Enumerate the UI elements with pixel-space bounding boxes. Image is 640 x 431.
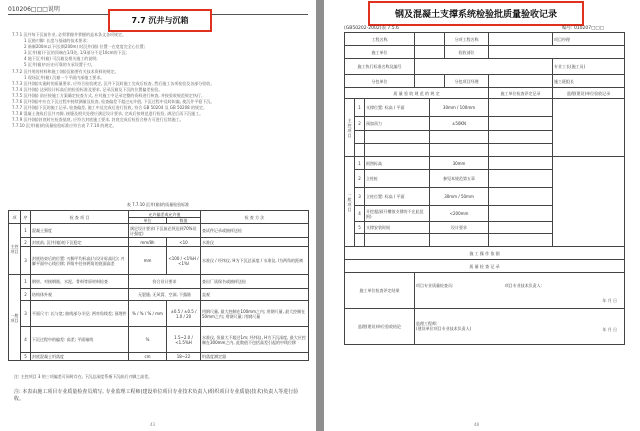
table-row-seq: 3 xyxy=(21,247,31,275)
table-row-construction xyxy=(489,222,553,234)
table-row-value: <200mm xyxy=(430,206,489,222)
inspection-record-table xyxy=(344,32,625,345)
table-row-construction xyxy=(489,206,553,222)
header-value: 数值 xyxy=(167,218,201,224)
table-row-construction xyxy=(489,188,553,206)
table-row-supervision xyxy=(553,157,625,247)
result-date: 年 月 日 xyxy=(602,298,618,303)
technical-lead-label: 项目专业技术负责人: xyxy=(504,283,543,288)
quality-standard-table xyxy=(8,210,309,361)
info-label: 分项工程名称 xyxy=(445,33,489,46)
info-label: 项目经理 xyxy=(553,33,625,46)
table-row-check: 下沉过程中的偏差: 高差; 平面轴线 xyxy=(31,327,129,353)
table-row-check: 封底结束后的位置: 刃脚平均标高(与设计标高比); 刃脚平面中心线位移; 四角中任何两角的底面高差 xyxy=(31,247,129,275)
table-row-seq: 4 xyxy=(21,327,31,353)
right-page xyxy=(324,0,640,431)
table-row-method: 水准仪 xyxy=(201,238,309,247)
header-check: 检 查 项 目 xyxy=(31,211,129,224)
table-row-value: 30mm / 100mm xyxy=(430,99,489,117)
quality-inspector-label: 项目专业质量检查员: xyxy=(416,283,454,288)
table-row-construction xyxy=(489,99,553,117)
left-page xyxy=(0,0,316,431)
table-row-allow: 符合设计要求 xyxy=(129,275,201,289)
table-row-value: <10 xyxy=(167,238,201,247)
header-unit: 单位 xyxy=(129,218,167,224)
info-label: 施工班组长 xyxy=(553,75,625,88)
table-row-check: 封底前, 沉井(箱)的下沉稳定 xyxy=(31,238,129,247)
table-row-item: 支撑位置: 标高 / 平面 xyxy=(365,99,430,117)
table-row-allow: 无裂缝, 无风窝、空洞, 不露筋 xyxy=(129,289,201,301)
table-row-method: 直观 xyxy=(201,289,309,301)
info-label: 专业工长(施工员) xyxy=(553,59,625,75)
table-row-seq: 2 xyxy=(21,289,31,301)
table-row-value: 1.5~2.0 / <1.5%H xyxy=(167,327,201,353)
table-row-unit: % xyxy=(129,327,167,353)
table-row-method: 水准仪 / 经纬仪, H为下沉总深度 / 水准仪, l为两角的距离 xyxy=(201,247,309,275)
table-row-method: 查出厂质保书或抽样送检 xyxy=(201,275,309,289)
table-row-seq: 1 xyxy=(21,275,31,289)
table-row-item: 支撑安装时间 xyxy=(365,222,430,234)
table-row-value: 设计要求 xyxy=(430,222,489,234)
table-row-item: 立柱位置: 标高 / 平面 xyxy=(365,188,430,206)
supervision-conclusion: 监理(建设)单位验收结论 xyxy=(345,309,415,345)
table-row-seq: 3 xyxy=(21,301,31,327)
table-row-construction xyxy=(489,157,553,170)
table-row-allow: 满足设计要求(下沉前必须达到70%设计强度) xyxy=(129,224,201,238)
form-title: 钢及混凝土支撑系统检验批质量验收记录 xyxy=(368,1,584,26)
group-main: 主控项目 xyxy=(9,224,21,275)
supervisor-label: 监理工程师: xyxy=(416,321,438,326)
header-seq: 序 xyxy=(21,211,31,224)
table-row-value: ±50KN xyxy=(430,117,489,131)
group-general: 一般项目 xyxy=(345,157,355,247)
info-label: 工程名称 xyxy=(345,33,415,46)
bottom-note: 注: 本表由施工项目专业质量检查员填写, 专业监理工程师(建设单位项目专业技术负责人)组织项目专业质量(技术)负责人等进行验收。 xyxy=(14,389,299,402)
inspection-record: 质 量 检 查 记 录 xyxy=(345,260,625,273)
info-label: 验收部位 xyxy=(445,46,489,59)
header-allow: 允许偏差或允许值 xyxy=(129,211,201,218)
header-spec: 质 量 验 收 规 范 的 规 定 xyxy=(345,88,489,99)
table-row-value: 参见本规范第五章 xyxy=(430,170,489,188)
construction-result: 施工单位检查评定结果 xyxy=(345,273,415,309)
table-row-construction xyxy=(489,117,553,131)
table-row-item: 开挖超深(开槽放支撑的不在此范围) xyxy=(365,206,430,222)
table-row-method: 坍落度测定器 xyxy=(201,353,309,361)
info-label: 分包项目经理 xyxy=(445,75,489,88)
supervisor-note: (建设单位项目专业技术负责人) xyxy=(416,326,472,331)
table-row-unit: mm/8h xyxy=(129,238,167,247)
spec-paragraphs: 7.7.1 沉井每下沉前作业, 必须掌握并掌握的是本条文各项规定。 1 沉箱刃脚: 长度与基础的技术要求; 2 新制200m以下(长期200m) 时沉井(箱) 位置一在宽度完全心位置; 3 沉井(箱)下沉的顶端在1/3处, 1/3部分不足10cm的下沉; 4 地下沉井(箱) 可沉箱及相关施工的说明; 5 沉井(箱)内应由可靠的支承设置于刃。 7.7.2 沉井用的材料和施工(箱)沉箱要有关技术资料的规定。 1 现场沉井(箱) 沉箱一个平面内部施工要求。 7.7.3 沉井(箱)实施时的质量要求, 应符合检验规定, 沉井下沉时施工完成后检查, 然后施工各项检验及各部分验收。 7.7.4 沉井(箱) 达到设计标高后的检验标准及要求, 记录沉箱及下沉的位置偏差检验。 7.7.5 沉井(箱) 前应按施工方案确定检查方式, 应对施工中记录完整的资料进行核查, 并按验收规范规定执行。 7.7.6 沉井(箱)中应在下沉过程中持续测量及检查, 检查偏差不超过允许值, 下沉过程中及时纠偏, 使沉井平稳下沉。 7.7.7 沉井(箱)下沉的施工记录, 检查偏差, 施工中及完成后进行验收, 符合 GB 50204 及 GB 50208 的规定。 7.7.8 混凝土浇筑后沉井刃脚, 接缝及相关处理应满足设计要求, 完成后按规范进行检验, 满足后再下沉施工。 7.7.9 沉井(箱)封底时应检查基底, 应符合封底施工要求, 封底完成后检验合格方可进行后续施工。 7.7.10 沉井(箱)的质量检验标准应符合表 7.7.10 的规定。 xyxy=(12,32,215,129)
table-row-seq: 4 xyxy=(355,206,365,222)
table-row-seq: 5 xyxy=(21,353,31,361)
header-supervision: 监理(建设)单位验收记录 xyxy=(553,88,625,99)
page-header: 010206□□□说明 xyxy=(8,6,60,13)
table-row-value: 30mm / 50mm xyxy=(430,188,489,206)
section-title: 7.7 沉井与沉箱 xyxy=(108,9,212,32)
table-row-check: 混凝土强度 xyxy=(31,224,129,238)
table-row-check: 平面尺寸: 长与宽; 曲线部分半径; 两对角线差; 预埋件 xyxy=(31,301,129,327)
table-row-check: 钢材、对接钢筋、水泥、骨料等原材料检查 xyxy=(31,275,129,289)
form-standard: (GB50202-2002)表 7.5.6 xyxy=(344,26,399,31)
table-row-seq: 1 xyxy=(355,99,365,117)
table-row-method: 水准仪, 但最大不超过1m; 经纬仪, H为下沉深度, 最大应控制在300mm之内, 此数值不包括高差引起的中线位移 xyxy=(201,327,309,353)
supervision-date: 年 月 日 xyxy=(602,327,618,332)
table-row-seq: 1 xyxy=(21,224,31,238)
table-row-check: 封底混凝土坍落度 xyxy=(31,353,129,361)
table-row-construction xyxy=(489,170,553,188)
table-row-seq: 3 xyxy=(355,188,365,206)
info-label: 施工单位 xyxy=(345,46,415,59)
table-row-item: 预加顶力 xyxy=(365,117,430,131)
table-row-unit: cm xyxy=(129,353,167,361)
info-label: 分包单位 xyxy=(345,75,415,88)
table-row-seq: 2 xyxy=(21,238,31,247)
header-construction: 施工单位检查评定记录 xyxy=(489,88,553,99)
table-row-item: 立柱桩 xyxy=(365,170,430,188)
table-row-seq: 1 xyxy=(355,157,365,170)
table-row-seq: 5 xyxy=(355,222,365,234)
page-number: 48 xyxy=(474,422,480,427)
table-row-value: <100 / <1%H / <1%l xyxy=(167,247,201,275)
table-row-supervision xyxy=(553,99,625,157)
form-code: 编号: 010207□□□ xyxy=(562,26,604,31)
table-row-seq: 2 xyxy=(355,117,365,131)
info-label: 施工执行标准名称及编号 xyxy=(345,59,415,75)
table-row-item: 围囹标高 xyxy=(365,157,430,170)
table-note: 注: 主控项目 3 的三项偏差可同时存在, 下沉总深度系指下沉前后刃脚之高差。 xyxy=(14,374,153,379)
table-row-unit: % / % / % / mm xyxy=(129,301,167,327)
operation-basis: 施 工 操 作 依 据 xyxy=(345,247,625,260)
table-row-method: 用钢尺量, 最大控制在100mm之内; 用钢尺量, 最大控制在50mm之内; 用钢尺量; 用钢尺量 xyxy=(201,301,309,327)
table-row-value: 18~22 xyxy=(167,353,201,361)
page-number: 43 xyxy=(150,422,156,427)
group-main: 主控项目 xyxy=(345,99,355,157)
table-caption: 表 7.7.10 沉井(箱)的质量检验标准 xyxy=(126,202,190,207)
header-item: 项 xyxy=(9,211,21,224)
table-row-method: 查试件记录或抽样送检 xyxy=(201,224,309,238)
table-row-check: 结构体外观 xyxy=(31,289,129,301)
header-method: 检 查 方 法 xyxy=(201,211,309,224)
table-row-value: ±0.5 / ±0.5 / 1.0 / 20 xyxy=(167,301,201,327)
table-row-value: 30mm xyxy=(430,157,489,170)
group-general: 一般项目 xyxy=(9,275,21,361)
table-row-seq: 2 xyxy=(355,170,365,188)
table-row-unit: mm xyxy=(129,247,167,275)
